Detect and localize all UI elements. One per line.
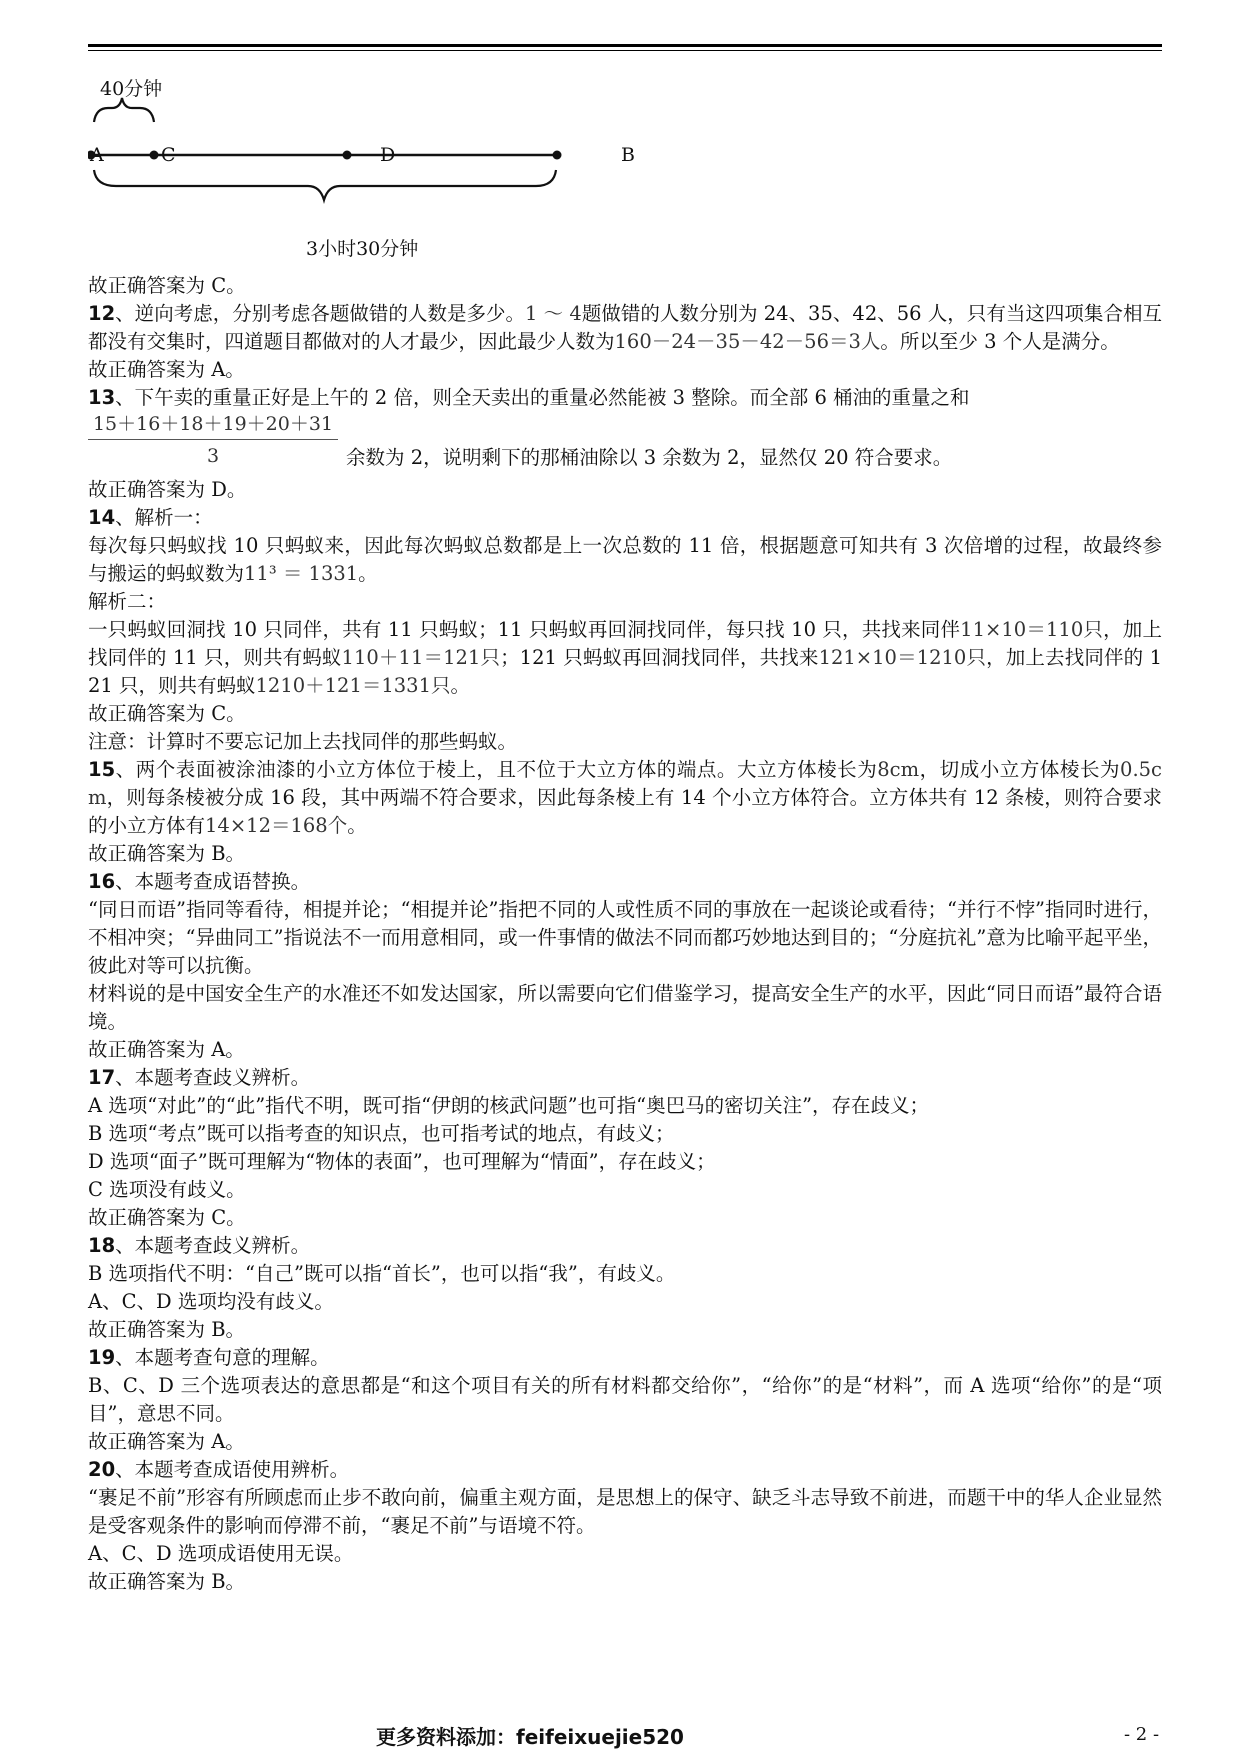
- question-16: [88, 868, 1162, 896]
- paragraph: D 选项“面子”既可理解为“物体的表面”，也可理解为“情面”，存在歧义；: [88, 1150, 716, 1173]
- math-run: 1 ～ 4: [525, 302, 582, 325]
- text-run: 、本题考查句意的理解。: [115, 1346, 330, 1369]
- question-15: [88, 756, 1162, 840]
- answer-line: 故正确答案为 D。: [88, 478, 247, 501]
- text-run: 题做错的人数分别为 24、35、42、56 人，只有当这四项集合相互都没有交集时，四道题目都做对的人才最少，因此最少人数为: [88, 302, 1162, 353]
- duration-label-top: 40分钟: [100, 78, 163, 100]
- text-run: 。所以至少 3 个人是满分。: [880, 330, 1120, 353]
- question-number: 15: [88, 758, 116, 781]
- point-label-b: B: [621, 144, 635, 166]
- text-run: 、逆向考虑，分别考虑各题做错的人数是多少。: [115, 302, 526, 325]
- answer-line: 故正确答案为 A。: [88, 358, 245, 381]
- answer-line: 故正确答案为 A。: [88, 1430, 245, 1453]
- paragraph: A、C、D 选项成语使用无误。: [88, 1542, 354, 1565]
- fraction-row: [88, 412, 1162, 476]
- top-brace: [94, 98, 154, 122]
- text-run: 、本题考查歧义辨析。: [115, 1234, 311, 1257]
- paragraph: B 选项“考点”既可以指考查的知识点，也可指考试的地点，有歧义；: [88, 1122, 675, 1145]
- paragraph: 材料说的是中国安全生产的水准还不如发达国家，所以需要向它们借鉴学习，提高安全生产的水平，因此“同日而语”最符合语境。: [88, 982, 1162, 1033]
- fraction-bar: [88, 439, 338, 440]
- text-run: 一只蚂蚁回洞找 10 只同伴，共有 11 只蚂蚁；11 只蚂蚁再回洞找同伴，每只找 10 只，共找来同伴: [88, 618, 961, 641]
- point-label-a: A: [90, 144, 104, 166]
- point-label-d: D: [380, 144, 396, 166]
- question-13: [88, 384, 1162, 412]
- paragraph: C 选项没有歧义。: [88, 1178, 246, 1201]
- question-19: [88, 1344, 1162, 1372]
- footer-contact-text: 更多资料添加：feifeixuejie520: [376, 1725, 684, 1749]
- math-run: 14×12＝168个: [205, 814, 348, 837]
- question-number: 12: [88, 302, 116, 325]
- math-run: 0.5cm: [88, 758, 1162, 809]
- paragraph: [88, 616, 1162, 700]
- point-c-dot: [150, 151, 159, 160]
- fraction-denominator: 3: [206, 445, 220, 467]
- text-run: 、解析一：: [115, 506, 213, 529]
- question-number: 14: [88, 506, 116, 529]
- text-run: 、本题考查成语替换。: [115, 870, 311, 893]
- text-run: 余数为 2，说明剩下的那桶油除以 3 余数为 2，显然仅 20 符合要求。: [346, 446, 953, 469]
- answer-line: 故正确答案为 C。: [88, 1206, 246, 1229]
- math-run: 160－24－35－42－56＝3人: [614, 330, 881, 353]
- text-run: ，加上找同伴的 11 只，则共有蚂蚁: [88, 618, 1162, 669]
- text-run: 。: [347, 814, 367, 837]
- page-number: - 2 -: [1124, 1724, 1160, 1745]
- duration-label-bottom: 3小时30分钟: [306, 238, 419, 260]
- question-number: 18: [88, 1234, 116, 1257]
- question-20: [88, 1456, 1162, 1484]
- answer-line: 故正确答案为 A。: [88, 1038, 245, 1061]
- question-number: 19: [88, 1346, 116, 1369]
- math-run: 11×10＝110只: [960, 618, 1104, 641]
- point-d-dot: [343, 151, 352, 160]
- paragraph: B、C、D 三个选项表达的意思都是“和这个项目有关的所有材料都交给你”，“给你”的是“材料”，而 A 选项“给你”的是“项目”，意思不同。: [88, 1374, 1162, 1425]
- text-run: ，加上去找同伴的 121 只，则共有蚂蚁: [88, 646, 1162, 697]
- math-run: 110＋11＝121只: [341, 646, 501, 669]
- math-run: 121×10＝1210只: [818, 646, 987, 669]
- answer-content: [88, 272, 1162, 1596]
- point-b-dot: [553, 151, 562, 160]
- fraction-numerator: 15＋16＋18＋19＋20＋31: [92, 413, 334, 435]
- question-number: 16: [88, 870, 116, 893]
- answer-line: 故正确答案为 B。: [88, 842, 246, 865]
- paragraph: “同日而语”指同等看待，相提并论；“相提并论”指把不同的人或性质不同的事放在一起谈论或看待；“并行不悖”指同时进行，不相冲突；“异曲同工”指说法不一而用意相同，或一件事情的做法不同而都巧妙地达到目的；“分庭抗礼”意为比喻平起平坐，彼此对等可以抗衡。: [88, 898, 1162, 977]
- note-line: 注意：计算时不要忘记加上去找同伴的那些蚂蚁。: [88, 730, 518, 753]
- question-number: 20: [88, 1458, 116, 1481]
- answer-line: 故正确答案为 C。: [88, 702, 246, 725]
- text-run: ，切成小立方体棱长为: [919, 758, 1121, 781]
- text-run: 每次每只蚂蚁找 10 只蚂蚁来，因此每次蚂蚁总数都是上一次总数的 11 倍，根据题意可知共有 3 次倍增的过程，故最终参与搬运的蚂蚁数为: [88, 534, 1162, 585]
- text-run: ；121 只蚂蚁再回洞找同伴，共找来: [500, 646, 819, 669]
- bottom-brace: [94, 170, 556, 200]
- fraction: [88, 412, 338, 468]
- paragraph: A、C、D 选项均没有歧义。: [88, 1290, 334, 1313]
- text-run: 、两个表面被涂油漆的小立方体位于棱上，且不位于大立方体的端点。大立方体棱长为: [115, 758, 878, 781]
- text-run: 、本题考查成语使用辨析。: [115, 1458, 350, 1481]
- answer-line: 故正确答案为 B。: [88, 1570, 246, 1593]
- answer-line: 故正确答案为 B。: [88, 1318, 246, 1341]
- question-number: 13: [88, 386, 116, 409]
- question-18: [88, 1232, 1162, 1260]
- text-run: ，则每条棱被分成 16 段，其中两端不符合要求，因此每条棱上有 14 个小立方体符合。立方体共有 12 条棱，则符合要求的小立方体有: [88, 786, 1162, 837]
- math-run: 11³ ＝ 1331: [244, 562, 359, 585]
- header-rule-thick: [88, 44, 1162, 47]
- question-12: [88, 300, 1162, 356]
- text-run: 、下午卖的重量正好是上午的 2 倍，则全天卖出的重量必然能被 3 整除。而全部 6 桶油的重量之和: [115, 386, 970, 409]
- math-run: 8cm: [877, 758, 920, 781]
- point-label-c: C: [161, 144, 176, 166]
- paragraph: 解析二：: [88, 590, 167, 613]
- question-14: [88, 504, 1162, 532]
- paragraph: [88, 532, 1162, 588]
- text-run: 。: [358, 562, 378, 585]
- math-run: 1210＋121＝1331只: [255, 674, 451, 697]
- paragraph: B 选项指代不明：“自己”既可以指“首长”，也可以指“我”，有歧义。: [88, 1262, 676, 1285]
- text-run: 、本题考查歧义辨析。: [115, 1066, 311, 1089]
- paragraph: A 选项“对此”的“此”指代不明，既可指“伊朗的核武问题”也可指“奥巴马的密切关注”，存在歧义；: [88, 1094, 930, 1117]
- answer-line: 故正确答案为 C。: [88, 274, 246, 297]
- timeline-diagram: [88, 74, 648, 274]
- question-17: [88, 1064, 1162, 1092]
- paragraph: “裹足不前”形容有所顾虑而止步不敢向前，偏重主观方面，是思想上的保守、缺乏斗志导致不前进，而题干中的华人企业显然是受客观条件的影响而停滞不前，“裹足不前”与语境不符。: [88, 1486, 1162, 1537]
- question-number: 17: [88, 1066, 116, 1089]
- text-run: 。: [450, 674, 471, 697]
- header-rule-thin: [88, 50, 1162, 51]
